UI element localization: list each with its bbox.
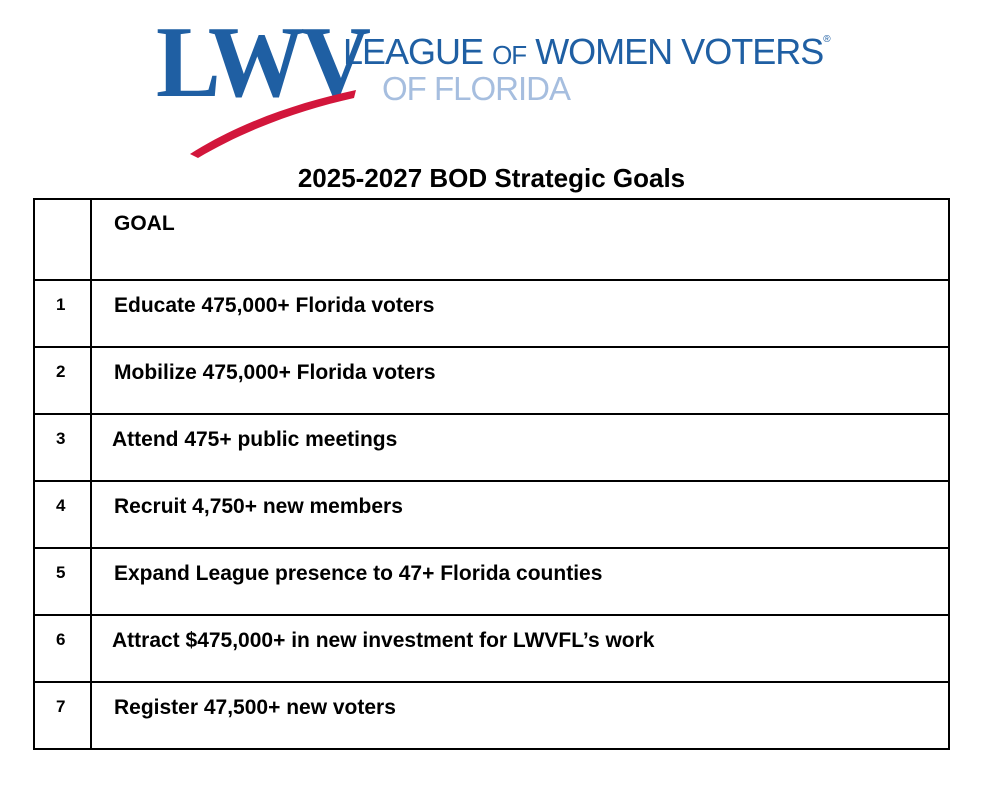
table-row — [34, 280, 949, 347]
goal-number: 5 — [34, 548, 91, 615]
header-num-cell — [34, 199, 91, 280]
logo-swoosh-icon — [150, 22, 370, 162]
table-row — [34, 347, 949, 414]
goal-text: Educate 475,000+ Florida voters — [91, 280, 949, 347]
goal-number: 1 — [34, 280, 91, 347]
page-title: 2025-2027 BOD Strategic Goals — [297, 163, 686, 193]
logo-name-part1: LEAGUE — [343, 31, 484, 72]
header-goal-cell: GOAL — [91, 199, 949, 280]
table-row — [34, 682, 949, 749]
table-row — [34, 548, 949, 615]
goal-number: 4 — [34, 481, 91, 548]
logo-mark-text: LWV — [156, 6, 368, 119]
goal-text: Attend 475+ public meetings — [91, 414, 949, 481]
table-row — [34, 615, 949, 682]
logo-subname: OF FLORIDA — [382, 70, 571, 107]
goal-number: 3 — [34, 414, 91, 481]
goal-text: Register 47,500+ new voters — [91, 682, 949, 749]
goal-text: Recruit 4,750+ new members — [91, 481, 949, 548]
table-header-row — [34, 199, 949, 280]
goal-number: 7 — [34, 682, 91, 749]
goals-table — [33, 198, 950, 750]
lwv-florida-logo — [150, 6, 870, 162]
goal-number: 6 — [34, 615, 91, 682]
logo-name — [343, 31, 830, 72]
goal-text: Mobilize 475,000+ Florida voters — [91, 347, 949, 414]
table-row — [34, 481, 949, 548]
table-row — [34, 414, 949, 481]
goal-text: Attract $475,000+ in new investment for LWVFL’s work — [91, 615, 949, 682]
registered-mark: ® — [823, 34, 830, 45]
goal-text: Expand League presence to 47+ Florida counties — [91, 548, 949, 615]
logo-name-part2: WOMEN VOTERS — [535, 31, 824, 72]
logo-name-small: OF — [492, 40, 527, 70]
goal-number: 2 — [34, 347, 91, 414]
